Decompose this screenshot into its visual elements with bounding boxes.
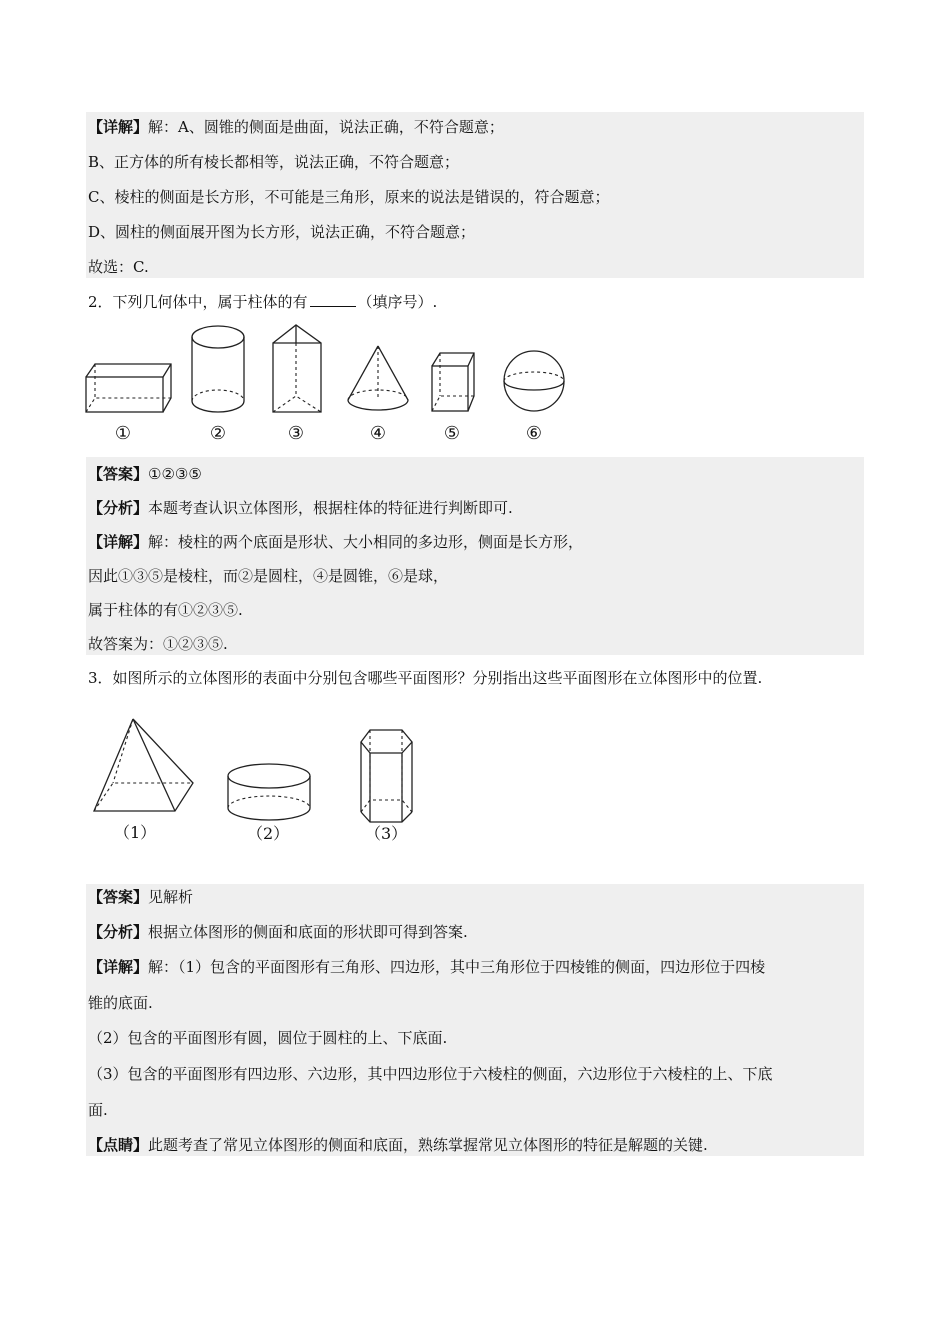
q3-label-2: （2） <box>247 824 290 843</box>
q3-label-1: （1） <box>114 823 157 842</box>
q3-detail-line-5: 面. <box>88 1101 108 1119</box>
q2-label-2: ② <box>209 423 227 444</box>
q2-label-6: ⑥ <box>525 423 543 444</box>
q1-detail-line-2: B、正方体的所有棱长都相等，说法正确，不符合题意； <box>88 153 460 171</box>
q2-detail-line-1: 【详解】解：棱柱的两个底面是形状、大小相同的多边形，侧面是长方形， <box>88 533 584 551</box>
q3-detail-line-2: 锥的底面. <box>88 994 153 1012</box>
q3-question: 3．如图所示的立体图形的表面中分别包含哪些平面图形？分别指出这些平面图形在立体图形中的位置. <box>88 669 763 687</box>
q2-label-5: ⑤ <box>443 423 461 444</box>
q2-label-4: ④ <box>369 423 387 444</box>
q3-detail-line-4: （3）包含的平面图形有四边形、六边形，其中四边形位于六棱柱的侧面，六边形位于六棱柱的上、下底 <box>88 1065 773 1083</box>
q3-label-3: （3） <box>365 824 408 843</box>
q3-detail-line-3: （2）包含的平面图形有圆，圆位于圆柱的上、下底面. <box>88 1029 448 1047</box>
q2-answer: 【答案】①②③⑤ <box>88 465 202 483</box>
q3-detail-line-1: 【详解】解：（1）包含的平面图形有三角形、四边形，其中三角形位于四棱锥的侧面，四边形位于四棱 <box>88 958 766 976</box>
q1-detail-line-1: 【详解】解：A、圆锥的侧面是曲面，说法正确，不符合题意； <box>88 118 504 136</box>
q1-detail-line-5: 故选：C. <box>88 258 149 276</box>
q2-detail-line-2: 因此①③⑤是棱柱，而②是圆柱，④是圆锥，⑥是球， <box>88 567 449 585</box>
q1-detail-line-3: C、棱柱的侧面是长方形，不可能是三角形，原来的说法是错误的，符合题意； <box>88 188 610 206</box>
q2-question: 2．下列几何体中，属于柱体的有 （填序号）. <box>88 293 438 311</box>
rectangular-prism-shape <box>86 364 171 412</box>
q2-label-1: ① <box>114 423 132 444</box>
hexagonal-prism-shape <box>361 730 412 822</box>
sphere-shape <box>504 351 564 411</box>
q2-answer-blank <box>310 292 356 307</box>
q2-detail-line-3: 属于柱体的有①②③⑤. <box>88 601 243 619</box>
cone-shape <box>348 346 408 410</box>
q2-detail-line-4: 故答案为：①②③⑤. <box>88 635 228 653</box>
cylinder-shape-2 <box>228 764 310 820</box>
cube-shape <box>432 353 474 411</box>
square-pyramid-shape <box>94 719 193 811</box>
q3-comment: 【点睛】此题考查了常见立体图形的侧面和底面，熟练掌握常见立体图形的特征是解题的关键. <box>88 1136 708 1154</box>
q1-detail-line-4: D、圆柱的侧面展开图为长方形，说法正确，不符合题意； <box>88 223 476 241</box>
q2-solution-block <box>86 457 864 655</box>
cylinder-shape <box>192 326 244 412</box>
triangular-prism-shape <box>273 325 321 412</box>
q3-answer: 【答案】见解析 <box>88 888 194 906</box>
q2-analysis: 【分析】本题考查认识立体图形，根据柱体的特征进行判断即可. <box>88 499 513 517</box>
q3-analysis: 【分析】根据立体图形的侧面和底面的形状即可得到答案. <box>88 923 468 941</box>
q2-label-3: ③ <box>287 423 305 444</box>
